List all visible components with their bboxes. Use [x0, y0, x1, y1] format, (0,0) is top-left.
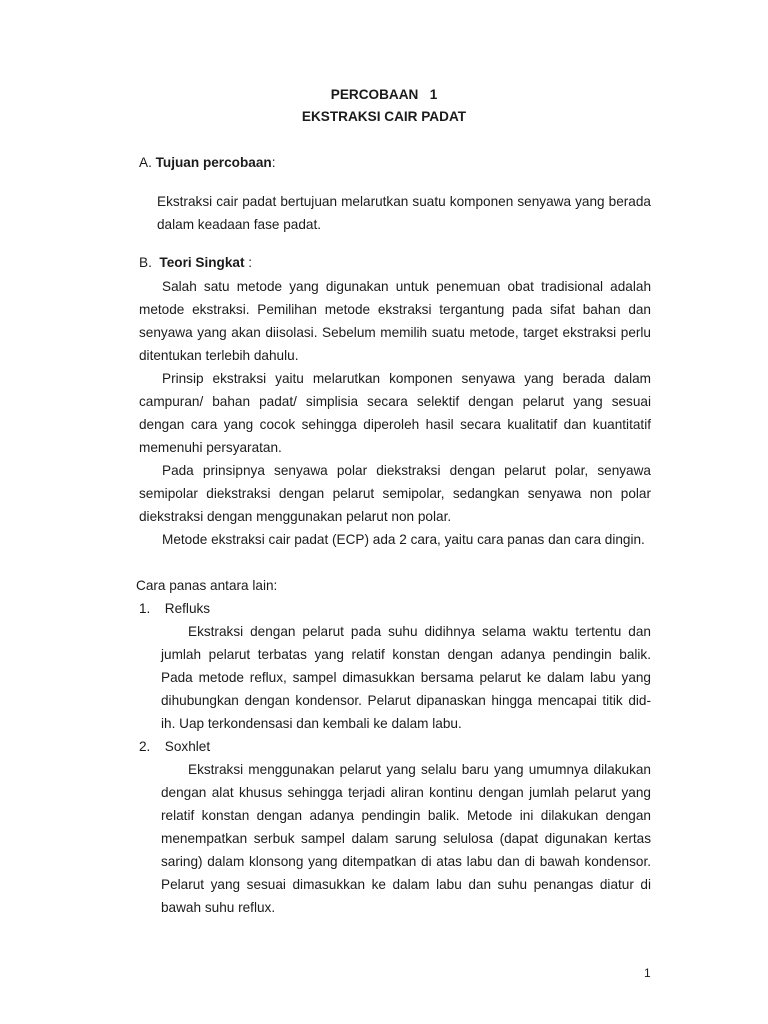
section-b-heading — [139, 255, 252, 270]
section-a-heading — [139, 155, 275, 170]
section-b-text-block — [139, 275, 651, 551]
theory-paragraph-1: Salah satu metode yang digunakan untuk penemuan obat tradisional adalah metode ekstraksi. Pemilihan metode ekstraksi tergantung pada sifat bahan dan senyawa yang akan diisolasi. Sebelum memilih suatu metode, target ekstraksi perlu ditentukan terlebih dahulu. — [139, 279, 651, 363]
section-a-text-block — [157, 190, 651, 236]
list-item-number: 2. — [139, 739, 151, 754]
list-item-refluks-body — [161, 620, 651, 735]
list-item-title: Refluks — [164, 601, 211, 616]
theory-paragraph-2: Prinsip ekstraksi yaitu melarutkan komponen senyawa yang berada dalam campuran/ bahan padat/ simplisia secara selektif dengan pelarut yang sesuai dengan cara yang cocok sehingga diperoleh hasil secara kualitatif dan kuantitatif memenuhi persyaratan. — [139, 371, 651, 455]
document-title-line1: PERCOBAAN 1 — [330, 87, 438, 102]
list-item-refluks-heading — [139, 597, 210, 620]
section-a-title: Tujuan percobaan — [155, 155, 272, 170]
list-item-text: Ekstraksi dengan pelarut pada suhu didihnya selama waktu tertentu dan jumlah pelarut terbatas yang relatif konstan dengan adanya pendingin balik. Pada metode reflux, sampel dimasukkan bersama pelarut ke dalam labu yang dihubungkan dengan kondensor. Pelarut dipanaskan hingga mencapai titik did- ih. Uap terkondensasi dan kembali ke dalam labu. — [161, 624, 651, 731]
section-a-colon: : — [271, 155, 276, 170]
theory-paragraph-4: Metode ekstraksi cair padat (ECP) ada 2 cara, yaitu cara panas dan cara dingin. — [162, 532, 645, 547]
section-a-paragraph: Ekstraksi cair padat bertujuan melarutkan suatu komponen senyawa yang berada dalam keadaan fase padat. — [157, 194, 651, 232]
list-item-soxhlet-body — [161, 758, 651, 919]
section-b-title: Teori Singkat — [159, 255, 245, 270]
theory-paragraph-3: Pada prinsipnya senyawa polar diekstraksi dengan pelarut polar, senyawa semipolar diekstraksi dengan pelarut semipolar, sedangkan senyawa non polar diekstraksi dengan menggunakan pelarut non polar. — [139, 463, 651, 524]
section-a-prefix: A. — [139, 155, 156, 170]
cara-panas-label: Cara panas antara lain: — [136, 578, 278, 593]
list-item-soxhlet-heading — [139, 735, 210, 758]
section-b-colon: : — [244, 255, 253, 270]
list-item-title: Soxhlet — [164, 739, 211, 754]
section-b-prefix: B. — [139, 255, 160, 270]
list-item-number: 1. — [139, 601, 151, 616]
page-number: 1 — [644, 966, 651, 980]
document-title-line2: EKSTRAKSI CAIR PADAT — [301, 109, 467, 124]
list-item-text: Ekstraksi menggunakan pelarut yang selalu baru yang umumnya dilakukan dengan alat khusus sehingga terjadi aliran kontinu dengan jumlah pelarut yang relatif konstan dengan adanya pendingin balik. Metode ini dilakukan dengan menempatkan serbuk sampel dalam sarung selulosa (dapat digunakan kertas saring) dalam klonsong yang ditempatkan di atas labu dan di bawah kondensor. Pelarut yang sesuai dimasukkan ke dalam labu dan suhu penangas diatur di bawah suhu reflux. — [161, 762, 651, 915]
